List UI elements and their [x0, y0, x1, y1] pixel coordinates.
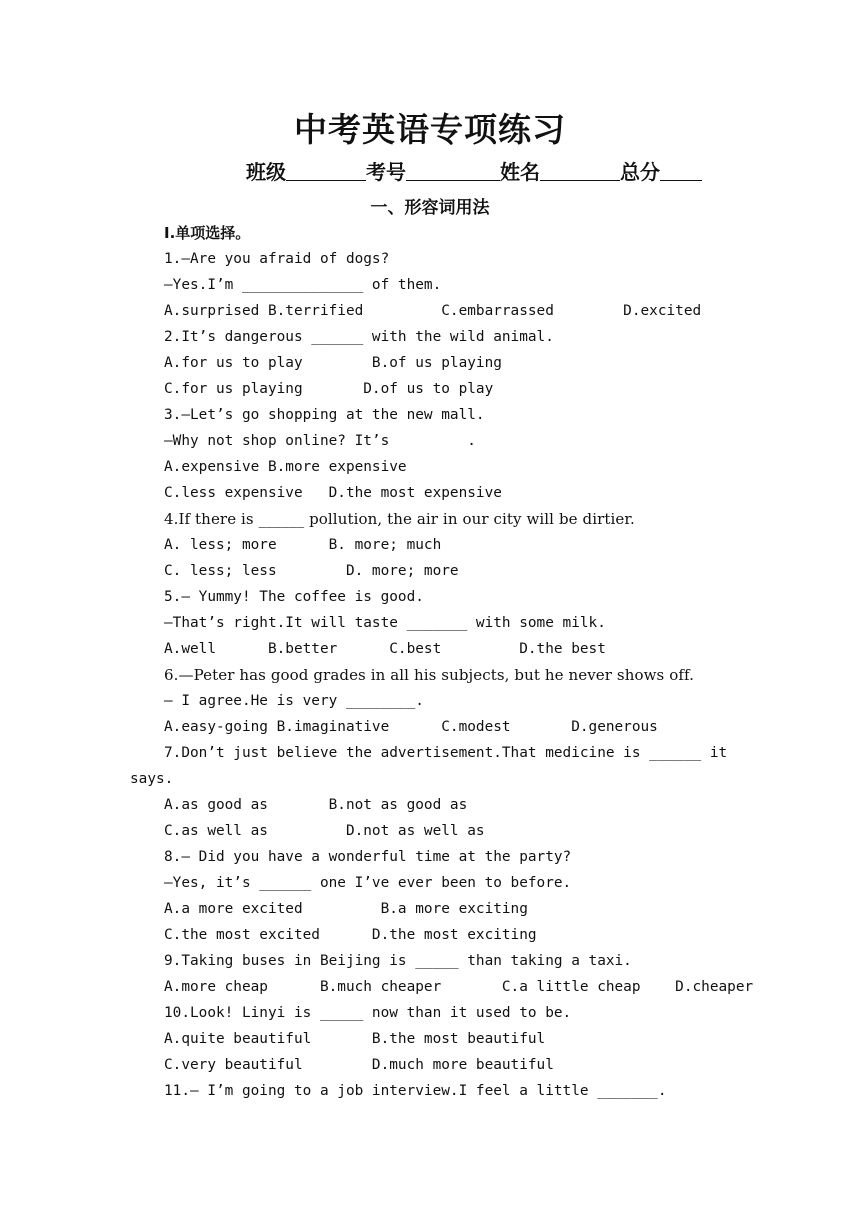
options-line: A.quite beautiful B.the most beautiful — [164, 1031, 546, 1047]
question-line: 9.Taking buses in Beijing is _____ than taking a taxi. — [164, 953, 632, 969]
name-label: 姓名 — [500, 160, 540, 184]
options-line: A.easy-going B.imaginative C.modest D.generous — [164, 719, 658, 735]
options-line: A.as good as B.not as good as — [164, 797, 468, 813]
question-line: says. — [130, 771, 174, 787]
question-line: 11.— I’m going to a job interview.I feel a little _______. — [164, 1083, 667, 1099]
question-line: — I agree.He is very ________. — [164, 693, 424, 709]
options-line: A.a more excited B.a more exciting — [164, 901, 528, 917]
question-line: 3.—Let’s go shopping at the new mall. — [164, 407, 485, 423]
options-line: C.very beautiful D.much more beautiful — [164, 1057, 554, 1073]
part-title: I.单项选择。 — [164, 224, 251, 242]
number-label: 考号 — [366, 160, 406, 184]
options-line: C.less expensive D.the most expensive — [164, 485, 502, 501]
question-line: —That’s right.It will taste _______ with some milk. — [164, 615, 606, 631]
class-blank — [286, 162, 366, 181]
question-line: 10.Look! Linyi is _____ now than it used to be. — [164, 1005, 572, 1021]
question-line: —Yes.I’m ______________ of them. — [164, 277, 442, 293]
options-line: A. less; more B. more; much — [164, 537, 442, 553]
student-info-row — [246, 156, 702, 185]
options-line: C.for us playing D.of us to play — [164, 381, 494, 397]
question-line: 5.— Yummy! The coffee is good. — [164, 589, 424, 605]
name-blank — [540, 162, 620, 181]
score-label: 总分 — [620, 160, 660, 184]
options-line: A.surprised B.terrified C.embarrassed D.excited — [164, 303, 702, 319]
question-line: —Yes, it’s ______ one I’ve ever been to before. — [164, 875, 572, 891]
number-blank — [406, 162, 500, 181]
question-line: 6.—Peter has good grades in all his subjects, but he never shows off. — [164, 666, 694, 684]
question-line: 7.Don’t just believe the advertisement.That medicine is ______ it — [164, 745, 728, 761]
question-line: 2.It’s dangerous ______ with the wild animal. — [164, 329, 554, 345]
options-line: C.as well as D.not as well as — [164, 823, 485, 839]
document-title: 中考英语专项练习 — [294, 110, 566, 149]
class-label: 班级 — [246, 160, 286, 184]
question-line: 8.— Did you have a wonderful time at the party? — [164, 849, 572, 865]
score-blank — [660, 162, 702, 181]
section-title: 一、形容词用法 — [370, 198, 490, 218]
question-line: —Why not shop online? It’s . — [164, 433, 476, 449]
question-line: 1.—Are you afraid of dogs? — [164, 251, 390, 267]
options-line: C.the most excited D.the most exciting — [164, 927, 537, 943]
options-line: A.more cheap B.much cheaper C.a little cheap D.cheaper — [164, 979, 754, 995]
question-line: 4.If there is ______ pollution, the air in our city will be dirtier. — [164, 510, 635, 528]
options-line: A.expensive B.more expensive — [164, 459, 407, 475]
options-line: A.for us to play B.of us playing — [164, 355, 502, 371]
options-line: C. less; less D. more; more — [164, 563, 459, 579]
options-line: A.well B.better C.best D.the best — [164, 641, 606, 657]
